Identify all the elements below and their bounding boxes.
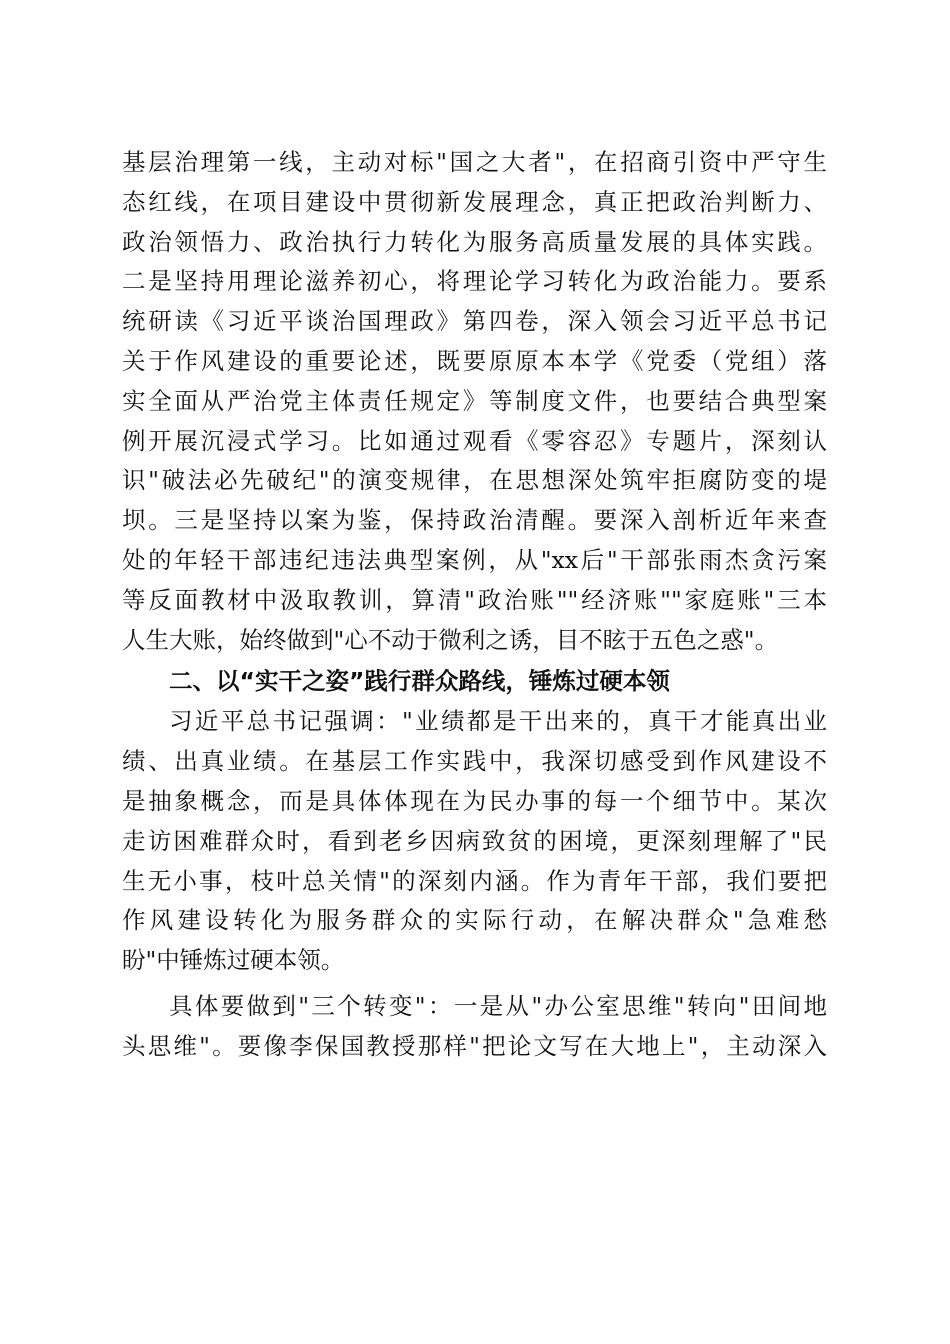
paragraph-continuation [122, 143, 827, 660]
text-line: 具体要做到"三个转变"：一是从"办公室思维"转向"田间地 [169, 991, 827, 1020]
section-heading: 二、以“实干之姿”践行群众路线，锤炼过硬本领 [169, 667, 670, 696]
text-line: 是抽象概念，而是具体体现在为民办事的每一个细节中。某次 [122, 786, 827, 815]
text-line: 态红线，在项目建设中贯彻新发展理念，真正把政治判断力、 [122, 187, 827, 216]
text-line: 人生大账，始终做到"心不动于微利之诱，目不眩于五色之惑"。 [122, 625, 779, 654]
text-line: 例开展沉浸式学习。比如通过观看《零容忍》专题片，深刻认 [122, 426, 827, 455]
text-line: 习近平总书记强调："业绩都是干出来的，真干才能真出业 [169, 707, 827, 736]
text-line: 实全面从严治党主体责任规定》等制度文件，也要结合典型案 [122, 386, 827, 415]
text-line: 绩、出真业绩。在基层工作实践中，我深切感受到作风建设不 [122, 747, 827, 776]
text-line: 处的年轻干部违纪违法典型案例，从"xx后"干部张雨杰贪污案 [122, 545, 827, 574]
text-line: 识"破法必先破纪"的演变规律，在思想深处筑牢拒腐防变的堤 [122, 466, 827, 495]
text-line: 统研读《习近平谈治国理政》第四卷，深入领会习近平总书记 [122, 307, 827, 336]
text-line: 坝。三是坚持以案为鉴，保持政治清醒。要深入剖析近年来查 [122, 506, 827, 535]
paragraph-three-changes [122, 987, 827, 1067]
text-line: 生无小事，枝叶总关情"的深刻内涵。作为青年干部，我们要把 [122, 866, 827, 895]
text-line: 政治领悟力、政治执行力转化为服务高质量发展的具体实践。 [122, 227, 827, 256]
text-line: 关于作风建设的重要论述，既要原原本本学《党委（党组）落 [122, 346, 827, 375]
text-line: 作风建设转化为服务群众的实际行动，在解决群众"急难愁 [122, 906, 827, 935]
text-line: 走访困难群众时，看到老乡因病致贫的困境，更深刻理解了"民 [122, 826, 827, 855]
text-line: 盼"中锤炼过硬本领。 [122, 946, 345, 975]
text-line: 基层治理第一线，主动对标"国之大者"，在招商引资中严守生 [122, 148, 827, 176]
document-body [122, 143, 827, 1067]
text-line: 二是坚持用理论滋养初心，将理论学习转化为政治能力。要系 [122, 267, 827, 296]
text-line: 等反面教材中汲取教训，算清"政治账""经济账""家庭账"三本 [122, 585, 827, 614]
paragraph-quote [122, 702, 827, 981]
text-line: 头思维"。要像李保国教授那样"把论文写在大地上"，主动深入 [122, 1031, 827, 1060]
